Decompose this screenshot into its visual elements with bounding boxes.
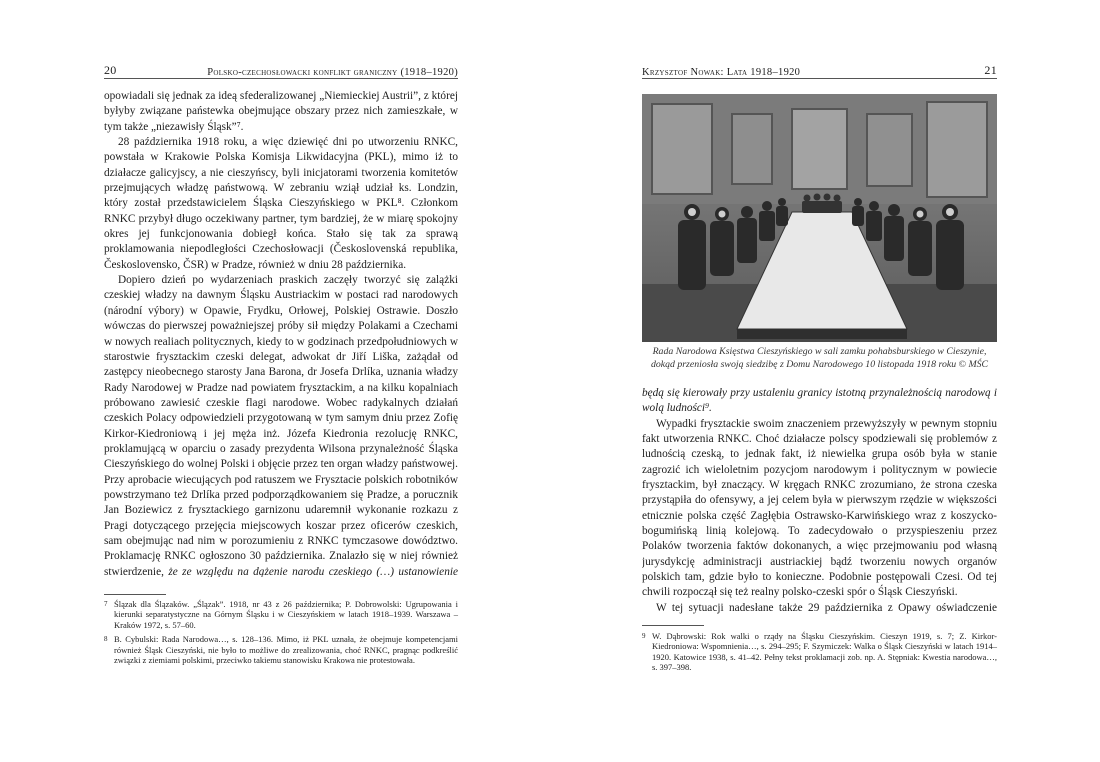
left-body-text bbox=[104, 89, 458, 577]
council-meeting-photo bbox=[642, 94, 997, 342]
quotation: będą się kierowały przy ustaleniu granicy istotną przynależnością narodową i wolą ludności⁹. bbox=[642, 387, 997, 415]
historical-photograph bbox=[642, 94, 997, 342]
right-body-text bbox=[642, 386, 997, 614]
running-head: Krzysztof Nowak: Lata 1918–1920 bbox=[642, 67, 801, 78]
page-number: 20 bbox=[104, 63, 117, 77]
right-page-header bbox=[642, 62, 997, 79]
footnote bbox=[104, 599, 458, 630]
paragraph: opowiadali się jednak za ideą sfederalizowanej „Niemieckiej Austrii”, z której byłyby związane państewka obejmujące obszary przez nich zamieszkałe, w tym także „niezawisły Śląsk”⁷. bbox=[104, 90, 458, 133]
footnote-rule bbox=[642, 625, 704, 626]
right-footnotes bbox=[642, 631, 997, 677]
footnote-rule bbox=[104, 594, 166, 595]
paragraph: Wypadki frysztackie swoim znaczeniem przewyższyły w pewnym stopniu fakt utworzenia RNKC. Choć działacze polscy spodziewali się problemów z ludnością czeską, to jednak fakt, iż niewielka grupa osób była w stanie zagrozić ich wieloletnim pozycjom narodowym i politycznym w powiecie frysztackim, był znaczący. W kręgach RNKC zrozumiano, że strona czeska przystąpiła do ofensywy, a jej celem była w pierwszym rzędzie w większości etnicznie polska część Zagłębia Ostrawsko-Karwińskiego wraz z koszycko-bogumińską linią kolejową. To zadecydowało o przyspieszeniu przez Polaków tworzenia faktów dokonanych, a więc przejmowaniu pod własną jurysdykcję administracji austriackiej bądź tworzeniu nowych organów polskich tam, gdzie było to konieczne. Podobnie postępowali Czesi. Od tej chwili rozpoczął się też realny polsko-czeski spór o Śląsk Cieszyński. bbox=[642, 417, 997, 599]
paragraph: W tej sytuacji nadesłane także 29 października z Opawy oświadczenie bbox=[656, 601, 997, 614]
paragraph bbox=[642, 386, 997, 417]
footnote-text: B. Cybulski: Rada Narodowa…, s. 128–136. Mimo, iż PKL uznała, że obejmuje kompetencjami również Śląsk Cieszyński, nie było to możliwe do zrealizowania, choć RNKC, pragnąc podkreślić związki z ziemiami polskimi, przeciwko takiemu stanowisku Krakowa nie protestowała. bbox=[114, 634, 458, 666]
footnote bbox=[104, 634, 458, 665]
paragraph-text: Dopiero dzień po wydarzeniach praskich zaczęły tworzyć się zalążki czeskiej władzy na dawnym Śląsku Austriackim w postaci rad narodowych (národní výbory) w Opawie, Frydku, Orłowej, Polskiej Ostrawie. Doszło wówczas do pierwszej poważniejszej próby sił między Polakami a Czechami w nowych realiach politycznych, kiedy to w godzinach przedpołudniowych w starostwie frysztackim czeski delegat, adwokat dr Jiří Liška, zażądał od zastępcy nieobecnego starosty Jana Barona, dr Josefa Drlíka, uznania władzy Rady Narodowej w Pradze nad powiatem frysztackim, a na kilku kopalniach próbowano zawiesić czeskie flagi narodowe. Wobec radykalnych działań czeskich Polacy odpowiedzieli przygotowaną w tym samym dniu przez Zofię Kirkor-Kiedroniową i jej męża inż. Józefa Kiedronia rezolucję RNKC, proklamującą w oparciu o zasady prezydenta Wilsona przynależność Śląska Cieszyńskiego do wolnej Polski i objęcie przez ten organ władzy państwowej. Przy aprobacie wiecujących pod ratuszem we Frysztacie polskich robotników powstrzymano też Drlíka przed podporządkowaniem się Pradze, a porucznik Jan Boziewicz z frysztackiego garnizonu udaremnił wykonanie rozkazu z Pragi dotyczącego przejęcia miejscowych koszar przez oficerów czeskich, sam obejmując nad nim w porozumieniu z RNKC tymczasowe dowództwo. Proklamację RNKC ogłoszono 30 października. Znalazło się w niej również stwierdzenie, bbox=[104, 274, 458, 577]
left-footnotes bbox=[104, 599, 458, 669]
right-page bbox=[550, 0, 1100, 762]
footnote-number: 7 bbox=[104, 600, 108, 608]
photo-caption: Rada Narodowa Księstwa Cieszyńskiego w sali zamku pohabsburskiego w Cieszynie, dokąd przeniosła swoją siedzibę z Domu Narodowego 10 listopada 1918 roku © MŚC bbox=[650, 346, 989, 370]
running-head: Polsko-czechosłowacki konflikt graniczny (1918–1920) bbox=[207, 67, 458, 78]
footnote-number: 8 bbox=[104, 635, 108, 644]
page-number: 21 bbox=[984, 63, 997, 77]
quotation: że ze względu na dążenie narodu czeskiego (…) ustanowienie bbox=[168, 565, 458, 577]
footnote bbox=[642, 631, 997, 673]
left-page-header bbox=[104, 62, 458, 79]
paragraph bbox=[104, 273, 458, 577]
footnote-number: 9 bbox=[642, 632, 646, 640]
paragraph: 28 października 1918 roku, a więc dziewięć dni po utworzeniu RNKC, powstała w Krakowie Polska Komisja Likwidacyjna (PKL), mimo iż to działacze galicyjscy, a nie cieszyńscy, byli inicjatorami tworzenia komitetów przejmujących władzę państwową. W zebraniu wziął udział ks. Londzin, który został przedstawicielem Śląska Cieszyńskiego w PKL⁸. Członkom RNKC przybył długo oczekiwany partner, tym bardziej, że w miarę spokojny okres jej funkcjonowania dobiegł końca. Stało się tak za sprawą proklamowania niepodległości Czechosłowacji (Československá republika, Československo, ČSR) w Pradze, również w dniu 28 października. bbox=[104, 136, 458, 271]
footnote-text: W. Dąbrowski: Rok walki o rządy na Śląsku Cieszyńskim. Cieszyn 1919, s. 7; Z. Kirkor-Kiedroniowa: Wspomnienia…, s. 294–295; F. Szymiczek: Walka o Śląsk Cieszyński w latach 1914–1920. Katowice 1938, s. 41–42. Pełny tekst proklamacji zob. np. A. Stępniak: Kwestia narodowa…, s. 397–398. bbox=[652, 631, 997, 673]
footnote-text: Ślązak dla Ślązaków. „Ślązak”. 1918, nr 43 z 26 października; P. Dobrowolski: Ugrupowania i kierunki separatystyczne na Górnym Śląsku i w Cieszyńskiem w latach 1918–1939. Warszawa – Kraków 1972, s. 57–60. bbox=[114, 599, 458, 630]
